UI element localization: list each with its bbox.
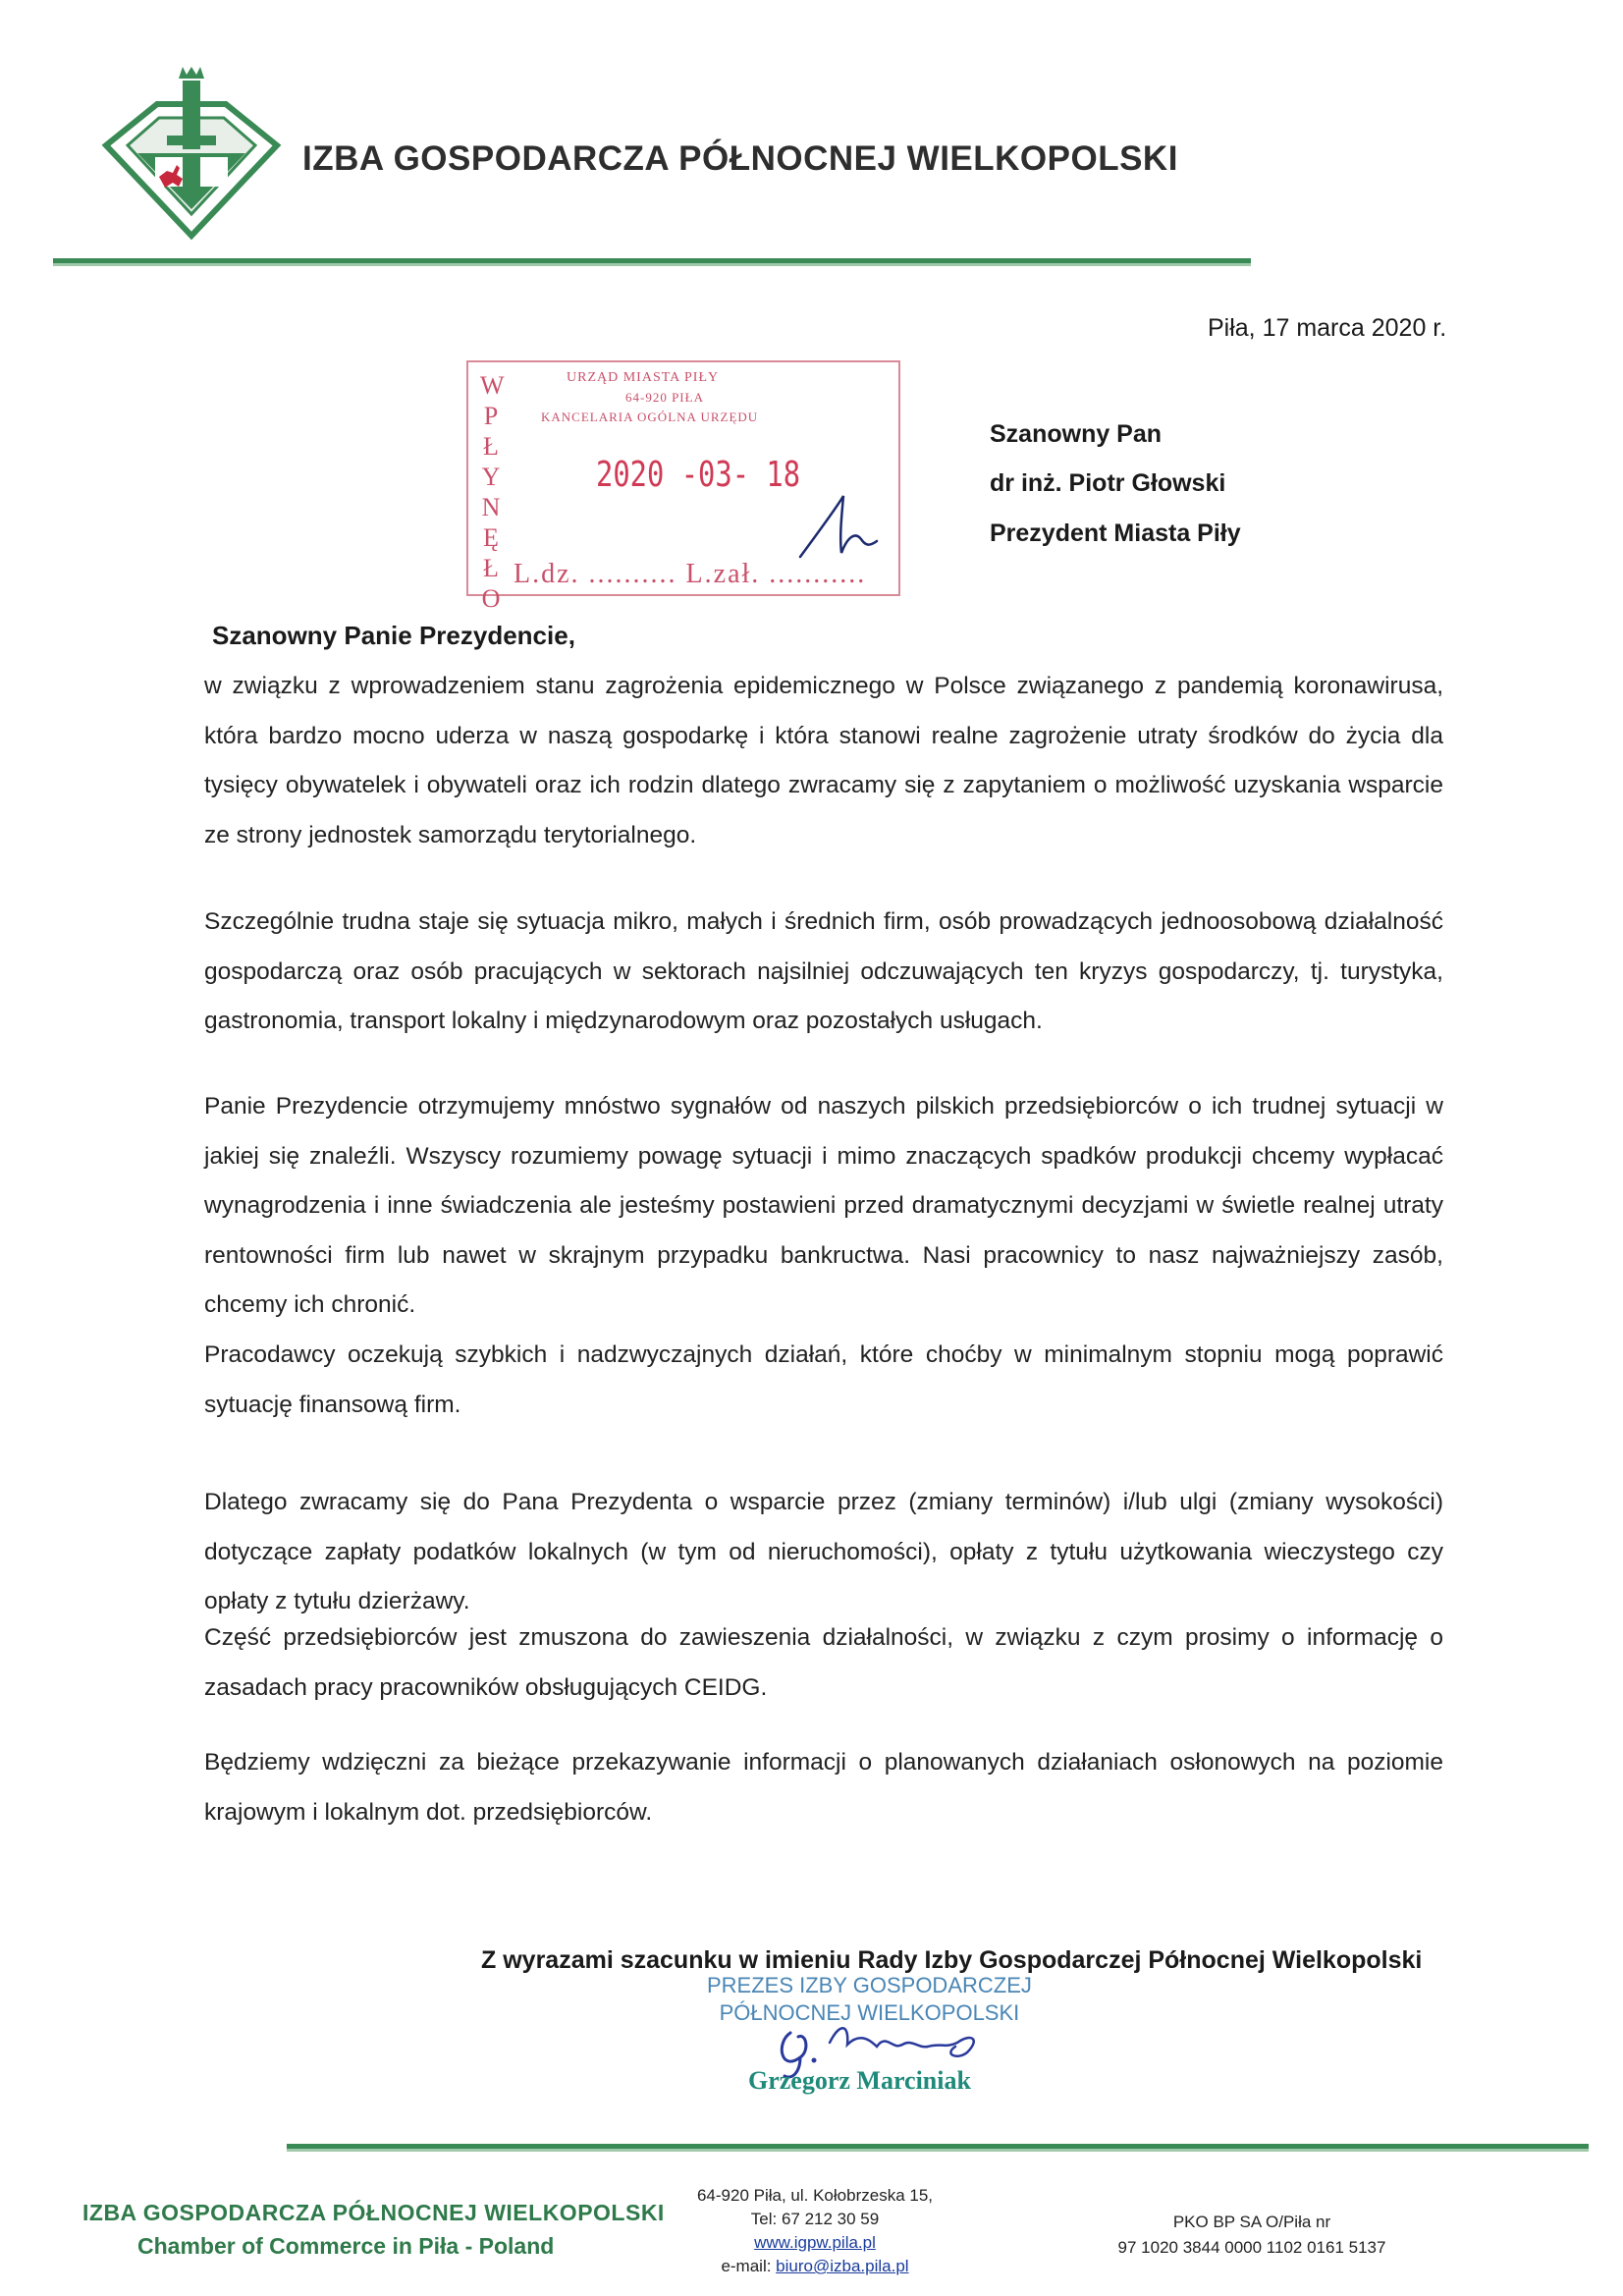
- recipient-greeting: Szanowny Pan: [990, 420, 1163, 448]
- president-stamp-line1: PREZES IZBY GOSPODARCZEJ: [707, 1973, 1032, 1997]
- stamp-initials-signature: [783, 488, 900, 567]
- footer-contact: [687, 2184, 943, 2278]
- paragraph-intro: w związku z wprowadzeniem stanu zagrożenia epidemicznego w Polsce związanego z pandemią koronawirusa, która bardzo mocno uderza w naszą gospodarkę i która stanowi realne zagrożenie utraty środków do życia dla tysięcy obywatelek i obywateli oraz ich rodzin dlatego zwracamy się z zapytaniem o możliwość uzyskania wsparcie ze strony jednostek samorządu terytorialnego.: [204, 673, 1443, 848]
- header-divider: [53, 258, 1251, 266]
- chamber-logo: [98, 67, 285, 244]
- footer-website-link[interactable]: www.igpw.pila.pl: [754, 2233, 876, 2252]
- footer-bank-name: PKO BP SA O/Piła nr: [1172, 2213, 1331, 2231]
- recipient-title: Prezydent Miasta Piły: [990, 519, 1241, 547]
- footer-divider: [287, 2144, 1589, 2152]
- signer-name: Grzegorz Marciniak: [748, 2066, 971, 2095]
- footer-org-name: IZBA GOSPODARCZA PÓŁNOCNEJ WIELKOPOLSKI: [82, 2200, 665, 2225]
- paragraph-tax-relief-request: Dlatego zwracamy się do Pana Prezydenta o wsparcie przez (zmiany terminów) i/lub ulgi (zmiany wysokości) dotyczące zapłaty podatków lokalnych (w tym od nieruchomości), opłaty z tytułu użytkowania wieczystego czy opłaty z tytułu dzierżawy.: [204, 1489, 1443, 1614]
- stamp-office: URZĄD MIASTA PIŁY: [567, 370, 720, 385]
- stamp-date: 2020 -03- 18: [596, 455, 801, 495]
- paragraph-ceidg-question: Część przedsiębiorców jest zmuszona do zawieszenia działalności, w związku z czym prosimy o informację o zasadach pracy pracowników obsługujących CEIDG.: [204, 1624, 1443, 1701]
- stamp-side-letters: W P Ł Y N Ę Ł O: [480, 371, 505, 613]
- paragraph-entrepreneur-signals: Panie Prezydencie otrzymujemy mnóstwo sygnałów od naszych pilskich przedsiębiorców o ich trudnej sytuacji w jakiej się znaleźli. Wszyscy rozumiemy powagę sytuacji i mimo znaczących spadków produkcji chcemy wypłacać wynagrodzenia i inne świadczenia ale jesteśmy postawieni przed dramatycznymi decyzjami w świetle realnej utraty rentowności firm lub nawet w skrajnym przypadku bankructwa. Nasi pracownicy to nasz najważniejszy zasób, chcemy ich chronić.: [204, 1093, 1443, 1318]
- closing-formula: Z wyrazami szacunku w imieniu Rady Izby Gospodarczej Północnej Wielkopolski: [481, 1946, 1423, 1974]
- letter-date: Piła, 17 marca 2020 r.: [1208, 314, 1447, 342]
- paragraph-affected-sectors: Szczególnie trudna staje się sytuacja mikro, małych i średnich firm, osób prowadzących jednoosobową działalność gospodarczą oraz osób pracujących w sektorach najsilniej odczuwających ten kryzys gospodarczy, tj. turystyka, gastronomia, transport lokalny i międzynarodowym oraz pozostałych usługach.: [204, 908, 1443, 1034]
- footer-org-name-english: Chamber of Commerce in Piła - Poland: [137, 2233, 555, 2259]
- organization-name: IZBA GOSPODARCZA PÓŁNOCNEJ WIELKOPOLSKI: [302, 139, 1178, 178]
- footer-email-link[interactable]: biuro@izba.pila.pl: [776, 2257, 909, 2275]
- footer-bank-account: 97 1020 3844 0000 1102 0161 5137: [1117, 2238, 1386, 2257]
- salutation: Szanowny Panie Prezydencie,: [212, 621, 575, 650]
- footer-email-label: e-mail:: [721, 2257, 777, 2275]
- stamp-registry-line: L.dz. .......... L.zał. ...........: [514, 559, 867, 589]
- footer-bank: [1109, 2210, 1394, 2261]
- footer-address: 64-920 Piła, ul. Kołobrzeska 15,: [696, 2186, 934, 2205]
- registry-stamp: [466, 360, 900, 613]
- stamp-department: KANCELARIA OGÓLNA URZĘDU: [541, 410, 759, 424]
- footer-phone: Tel: 67 212 30 59: [750, 2210, 880, 2228]
- paragraph-closing-request: Będziemy wdzięczni za bieżące przekazywanie informacji o planowanych działaniach osłonowych na poziomie krajowym i lokalnym dot. przedsiębiorców.: [204, 1749, 1443, 1826]
- stamp-postcode: 64-920 PIŁA: [625, 390, 704, 405]
- recipient-name: dr inż. Piotr Głowski: [990, 469, 1226, 497]
- president-stamp-line2: PÓŁNOCNEJ WIELKOPOLSKI: [719, 2000, 1020, 2025]
- paragraph-employer-expectations: Pracodawcy oczekują szybkich i nadzwyczajnych działań, które choćby w minimalnym stopniu mogą poprawić sytuację finansową firm.: [204, 1341, 1443, 1418]
